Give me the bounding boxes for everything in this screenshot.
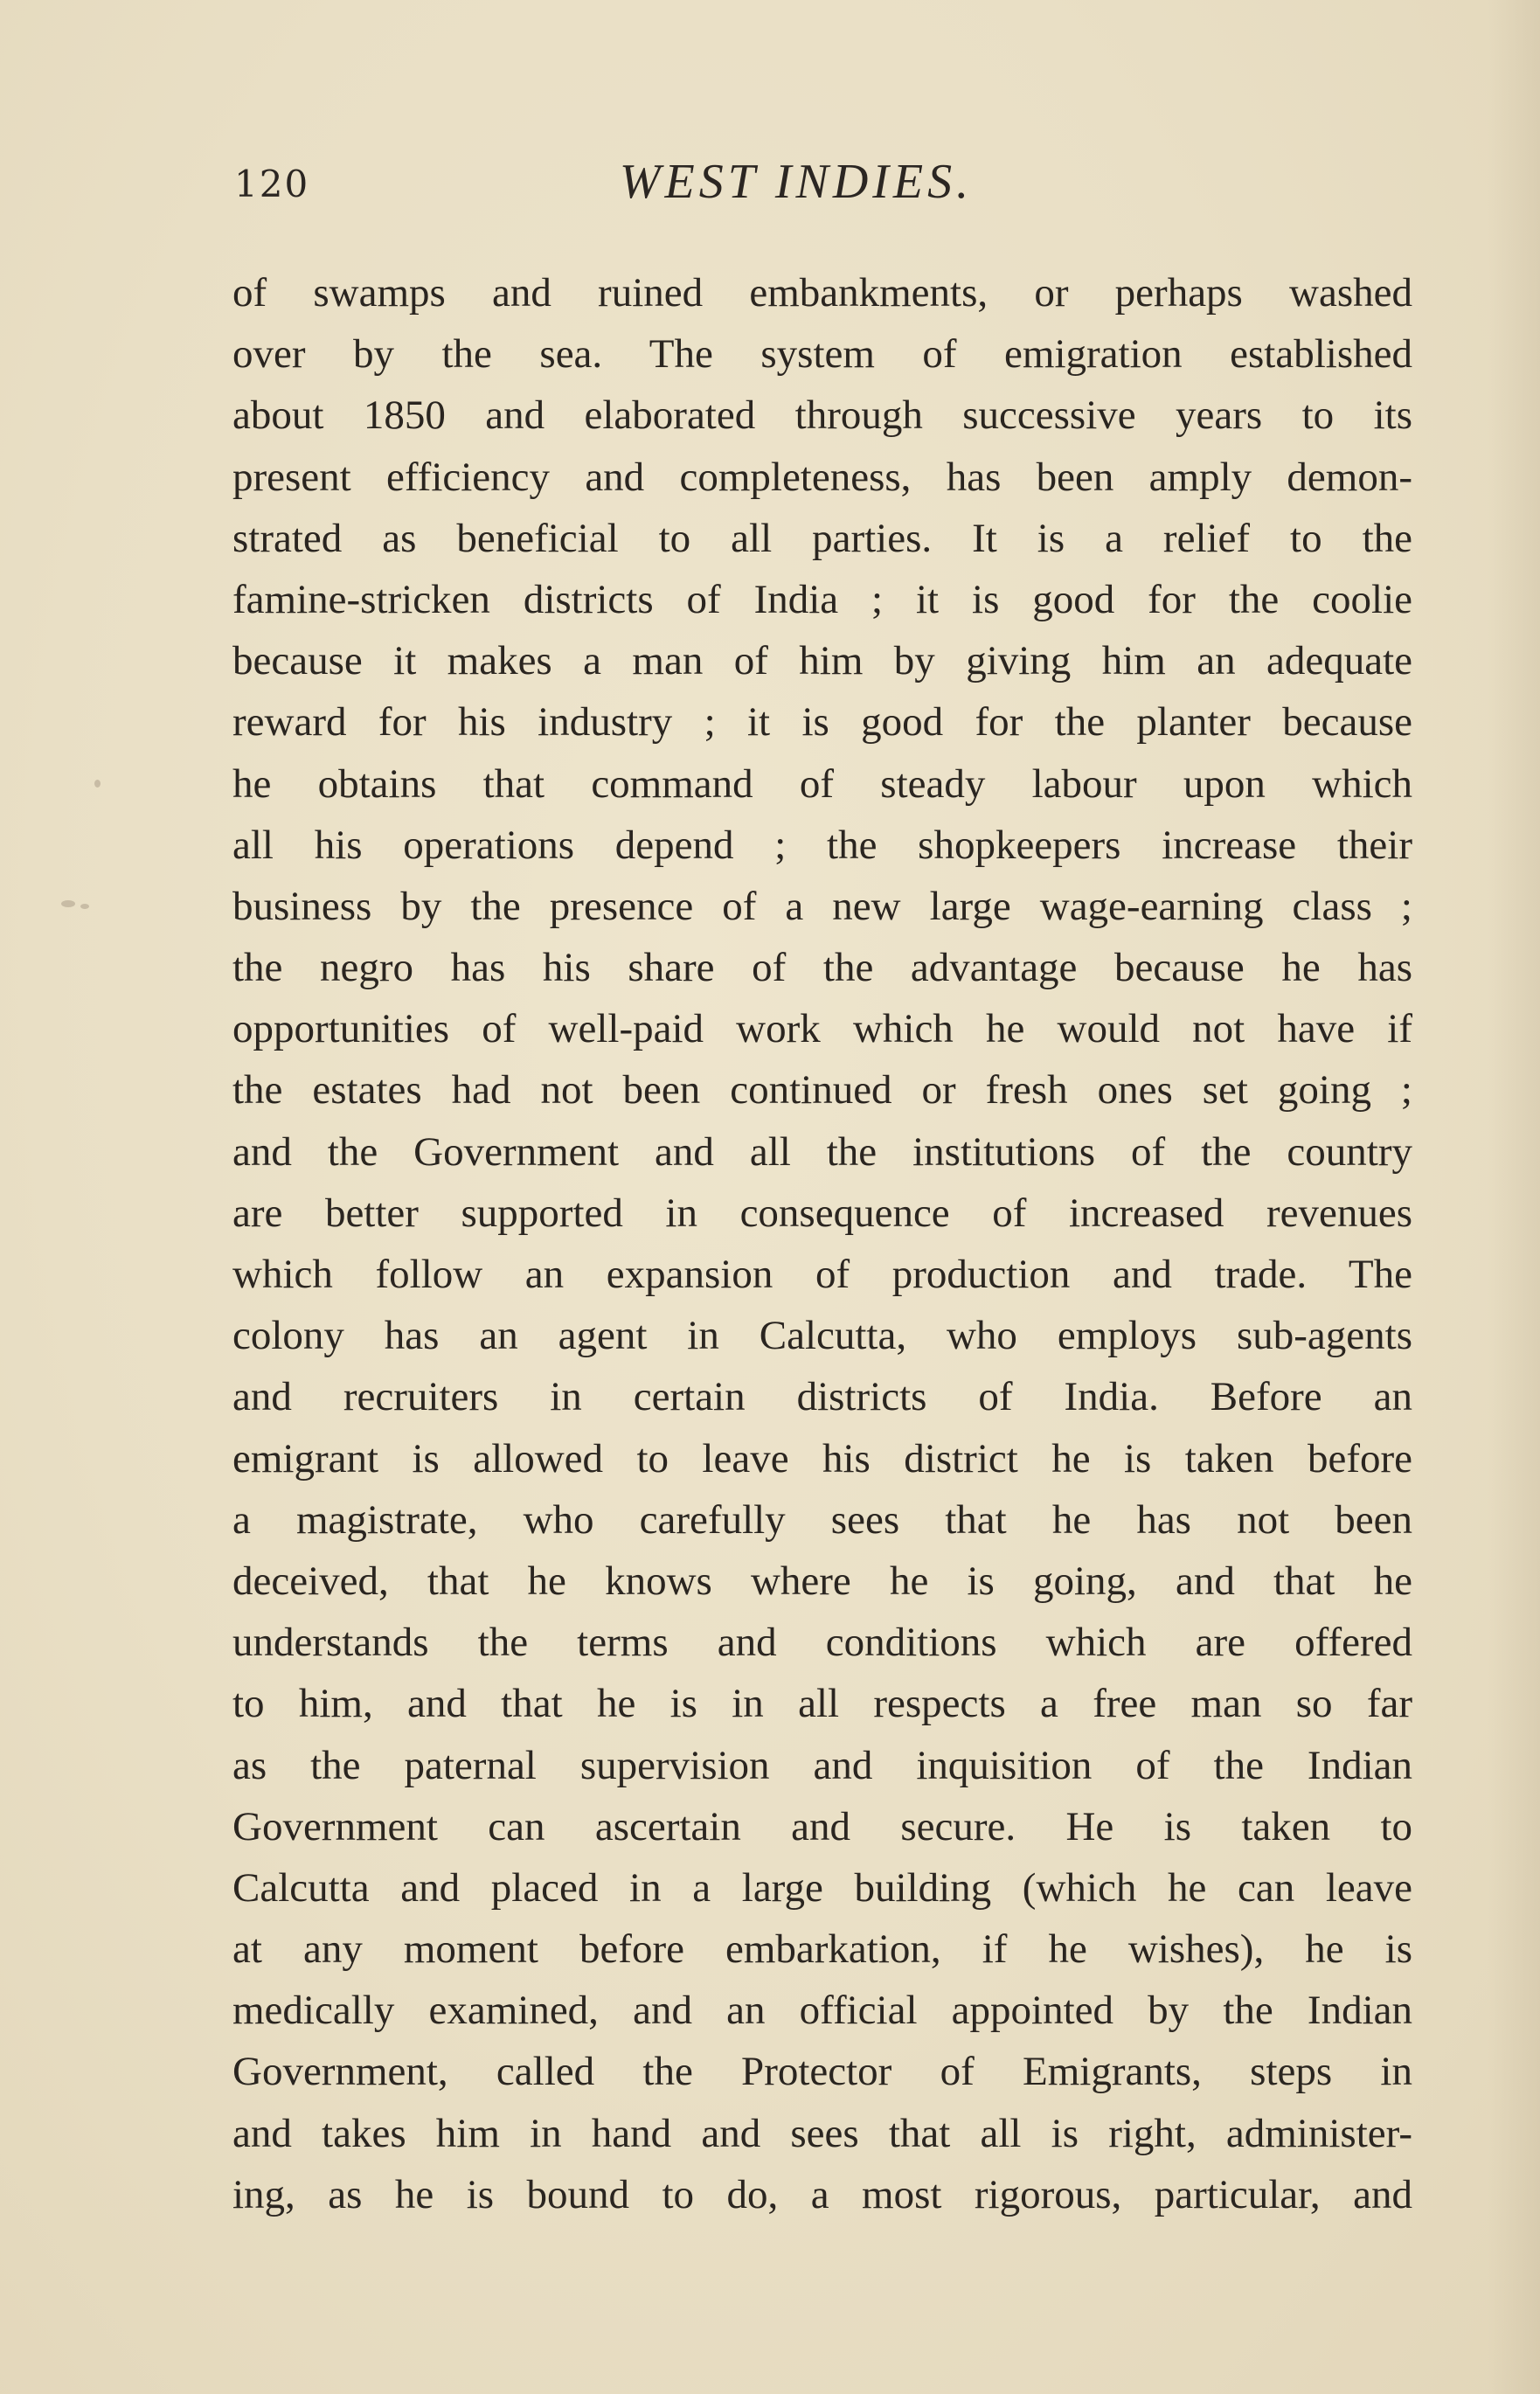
text-line: which follow an expansion of production and trade. The [232, 1252, 1412, 1297]
paper-blemish [61, 900, 75, 907]
text-line: are better supported in consequence of increased revenues [232, 1190, 1412, 1236]
text-line: Government, called the Protector of Emigrants, steps in [232, 2049, 1412, 2095]
page-edge-shadow [1488, 0, 1540, 2394]
text-line: opportunities of well-paid work which he would not have if [232, 1006, 1412, 1052]
text-line: the estates had not been continued or fresh ones set going ; [232, 1067, 1412, 1114]
text-line: Calcutta and placed in a large building (which he can leave [232, 1864, 1412, 1911]
text-line: as the paternal supervision and inquisition of the Indian [232, 1742, 1412, 1788]
text-line: and the Government and all the institutions of the country [232, 1128, 1412, 1175]
text-line: because it makes a man of him by giving him an adequate [232, 638, 1412, 684]
text-line: all his operations depend ; the shopkeepers increase their [232, 822, 1412, 868]
body-text [232, 262, 1412, 2225]
text-line: he obtains that command of steady labour upon which [232, 760, 1412, 807]
text-line: and recruiters in certain districts of India. Before an [232, 1374, 1412, 1420]
text-line: to him, and that he is in all respects a free man so far [232, 1681, 1412, 1727]
text-line: a magistrate, who carefully sees that he has not been [232, 1496, 1412, 1543]
text-line: deceived, that he knows where he is going, and that he [232, 1558, 1412, 1604]
text-line: at any moment before embarkation, if he wishes), he is [232, 1926, 1412, 1973]
text-line: of swamps and ruined embankments, or perhaps washed [232, 270, 1412, 316]
text-line: about 1850 and elaborated through successive years to its [232, 392, 1412, 439]
text-line: emigrant is allowed to leave his district he is taken before [232, 1435, 1412, 1482]
text-line: reward for his industry ; it is good for the planter because [232, 699, 1412, 746]
text-line: business by the presence of a new large wage-earning class ; [232, 883, 1412, 929]
text-line: and takes him in hand and sees that all is right, administer- [232, 2110, 1412, 2156]
text-line: Government can ascertain and secure. He is taken to [232, 1803, 1412, 1849]
text-line: medically examined, and an official appointed by the Indian [232, 1988, 1412, 2034]
running-title: WEST INDIES. [619, 155, 974, 209]
text-line: over by the sea. The system of emigration established [232, 331, 1412, 378]
text-line: understands the terms and conditions which are offered [232, 1620, 1412, 1666]
text-line: colony has an agent in Calcutta, who employs sub-agents [232, 1313, 1412, 1359]
text-line: present efficiency and completeness, has been amply demon- [232, 454, 1412, 500]
text-line: strated as beneficial to all parties. It is a relief to the [232, 515, 1412, 561]
paper-blemish [94, 780, 101, 788]
text-line: the negro has his share of the advantage because he has [232, 945, 1412, 991]
text-line: famine-stricken districts of India ; it is good for the coolie [232, 576, 1412, 622]
paper-blemish [80, 904, 89, 909]
text-line: ing, as he is bound to do, a most rigorous, particular, and [232, 2171, 1412, 2217]
page-number: 120 [234, 163, 310, 205]
